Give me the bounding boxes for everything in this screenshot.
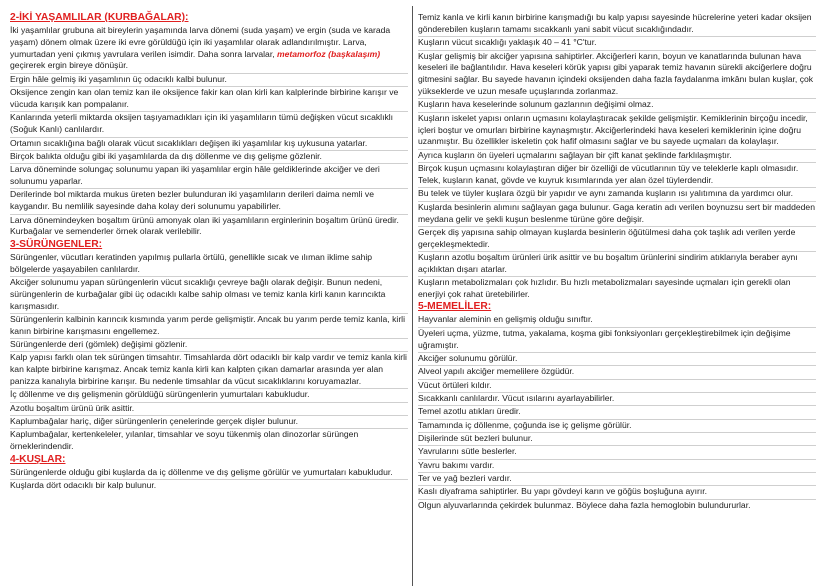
metamorphosis-text-pre: İki yaşamlılar grubuna ait bireylerin yaşamında larva dönemi (suda yaşam) ve ergin (suda ve karada yaşam) dönem olmak üzere iki evre görüldüğü için iki yaşamlılar olarak adlandırılmıştır. Larva, yumurtadan yeni çıkmış yavrulara verilen isimdir. Daha sonra larvalar, xyxy=(10,24,391,59)
paragraph: Kuşların azotlu boşaltım ürünleri ürik asittir ve bu boşaltım ürünlerini sindirim atıklarıyla beraber aynı açıklıktan dışarı atarlar. xyxy=(418,252,816,277)
heading-mammals-text: 5-MEMELİLER: xyxy=(418,301,492,313)
heading-birds-text: 4-KUŞLAR: xyxy=(10,453,66,465)
heading-mammals xyxy=(418,301,816,314)
right-column xyxy=(418,12,816,582)
paragraph: İç döllenme ve dış gelişmenin görüldüğü sürüngenlerin yumurtaları kabukludur. xyxy=(10,389,408,402)
paragraph: Kuşların iskelet yapısı onların uçmasını kolaylaştıracak şekilde gelişmiştir. Kemiklerinin birçoğu incedir, içleri boştur ve omurları birbirine kaynaşmıştır. Akciğerlerindeki hava keseleri kemiklerinin içine doğru uzanmıştır. Bu özellikler iskeletin çok hafif olmasını sağlar ve bu sayede uçmaları da kolaylaşır. xyxy=(418,113,816,150)
paragraph: Yavru bakımı vardır. xyxy=(418,460,816,473)
paragraph: Oksijence zengin kan olan temiz kan ile oksijence fakir kan olan kirli kan kalplerinde birbirine karışır ve vücuda karışık kan pompalanır. xyxy=(10,87,408,112)
paragraph: Sürüngenlerde olduğu gibi kuşlarda da iç döllenme ve dış gelişme görülür ve yumurtaları kabukludur. xyxy=(10,467,408,480)
paragraph: Kuşların vücut sıcaklığı yaklaşık 40 – 41 °C'tur. xyxy=(418,37,816,50)
paragraph: Birçok kuşun uçmasını kolaylaştıran diğer bir özelliği de vücutlarının tüy ve teleklerle kaplı olmasıdır. Telek, kuşların kanat, gövde ve kuyruk kısımlarında yer alan özel tüylerdendir. xyxy=(418,163,816,188)
paragraph: Akciğer solunumu yapan sürüngenlerin vücut sıcaklığı çevreye bağlı olarak değişir. Bunun nedeni, sürüngenlerin de kurbağalar gibi üç odacıklı kalbe sahip olması ve temiz kanla kirli kanın karıncıkta karışmasıdır. xyxy=(10,277,408,314)
left-column xyxy=(10,12,408,582)
paragraph: Bu telek ve tüyler kuşlara özgü bir yapıdır ve aynı zamanda kuşların ısı yalıtımına da yardımcı olur. xyxy=(418,188,816,201)
paragraph: Birçok balıkta olduğu gibi iki yaşamlılarda da dış döllenme ve dış gelişme gözlenir. xyxy=(10,151,408,164)
paragraph: Temel azotlu atıkları üredir. xyxy=(418,406,816,419)
paragraph-metamorphosis xyxy=(10,25,408,74)
paragraph: Kaplumbağalar hariç, diğer sürüngenlerin çenelerinde gerçek dişler bulunur. xyxy=(10,416,408,429)
paragraph: Kaslı diyaframa sahiptirler. Bu yapı gövdeyi karın ve göğüs boşluğuna ayırır. xyxy=(418,486,816,499)
metamorphosis-highlight: metamorfoz (başkalaşım) xyxy=(277,48,381,59)
paragraph: Tamamında iç döllenme, çoğunda ise iç gelişme görülür. xyxy=(418,420,816,433)
paragraph: Yavrularını sütle beslerler. xyxy=(418,446,816,459)
paragraph: Olgun alyuvarlarında çekirdek bulunmaz. Böylece daha fazla hemoglobin bulundururlar. xyxy=(418,499,751,510)
paragraph: Hayvanlar aleminin en gelişmiş olduğu sınıftır. xyxy=(418,314,816,327)
heading-reptiles xyxy=(10,239,408,252)
paragraph: Ayrıca kuşların ön üyeleri uçmalarını sağlayan bir çift kanat şeklinde farklılaşmıştır. xyxy=(418,150,816,163)
paragraph: Vücut örtüleri kıldır. xyxy=(418,380,816,393)
paragraph: Ergin hâle gelmiş iki yaşamlının üç odacıklı kalbi bulunur. xyxy=(10,74,408,87)
heading-amphibians xyxy=(10,12,408,25)
paragraph: Sürüngenler, vücutları keratinden yapılmış pullarla örtülü, genellikle sıcak ve ılıman iklime sahip bölgelerde yaşayabilen canlılardır. xyxy=(10,252,408,277)
paragraph: Kuşlar gelişmiş bir akciğer yapısına sahiptirler. Akciğerleri karın, boyun ve kanatlarında bulunan hava keseleri ile bağlantılıdır. Hava keseleri körük yapısı gibi yaparak temiz havanın sürekli akciğerlere doğru gitmesini sağlar. Bu sayede havanın içindeki oksijenden daha fazla faydalanma imkânı bulan kuşlar, çok yükseklerde ve uzun mesafe uçuşlarında zorlanmaz. xyxy=(418,51,816,100)
metamorphosis-text-post: geçirerek ergin bireye dönüşür. xyxy=(10,60,128,71)
paragraph: Temiz kanla ve kirli kanın birbirine karışmadığı bu kalp yapısı sayesinde hücrelerine yeteri kadar oksijen gönderebilen kuşların tamamı sıcakkanlı yani sabit vücut sıcaklığındadır. xyxy=(418,12,816,37)
paragraph: Kanlarında yeterli miktarda oksijen taşıyamadıkları için iki yaşamlıların tümü değişken vücut sıcaklıklı (Soğuk Kanlı) canlılardır. xyxy=(10,112,408,137)
paragraph: Kuşlarda besinlerin alımını sağlayan gaga bulunur. Gaga keratin adı verilen boynuzsu sert bir maddeden meydana gelir ve şekli kuşun beslenme türüne göre değişir. xyxy=(418,202,816,227)
paragraph: Gerçek diş yapısına sahip olmayan kuşlarda besinlerin öğütülmesi daha çok taşlık adı verilen yerde gerçekleşmektedir. xyxy=(418,227,816,252)
paragraph: Azotlu boşaltım ürünü ürik asittir. xyxy=(10,403,408,416)
paragraph: Akciğer solunumu görülür. xyxy=(418,353,816,366)
paragraph: Alveol yapılı akciğer memelilere özgüdür. xyxy=(418,366,816,379)
paragraph: Sürüngenlerde deri (gömlek) değişimi gözlenir. xyxy=(10,339,408,352)
heading-birds xyxy=(10,454,408,467)
paragraph: Kuşlarda dört odacıklı bir kalp bulunur. xyxy=(10,479,157,490)
paragraph: Ortamın sıcaklığına bağlı olarak vücut sıcaklıkları değişen iki yaşamlılar kış uykusuna yatarlar. xyxy=(10,138,408,151)
heading-reptiles-text: 3-SÜRÜNGENLER: xyxy=(10,238,103,250)
paragraph: Kuşların hava keselerinde solunum gazlarının değişimi olmaz. xyxy=(418,99,816,112)
paragraph: Üyeleri uçma, yüzme, tutma, yakalama, koşma gibi fonksiyonları gerçekleştirebilmek için değişime uğramıştır. xyxy=(418,328,816,353)
paragraph: Larva döneminde solungaç solunumu yapan iki yaşamlılar ergin hâle geldiklerinde akciğer ve deri solunumu yaparlar. xyxy=(10,164,408,189)
paragraph: Sıcakkanlı canlılardır. Vücut ısılarını ayarlayabilirler. xyxy=(418,393,816,406)
column-divider xyxy=(412,6,413,586)
heading-amphibians-text: 2-İKİ YAŞAMLILAR (KURBAĞALAR): xyxy=(10,12,189,23)
paragraph: Ter ve yağ bezleri vardır. xyxy=(418,473,816,486)
paragraph: Derilerinde bol miktarda mukus üreten bezler bulunduran iki yaşamlıların derileri daima nemli ve kaygandır. Bu nemlilik sayesinde daha kolay deri solunumu yapabilirler. xyxy=(10,189,408,214)
paragraph: Sürüngenlerin kalbinin karıncık kısmında yarım perde gelişmiştir. Ancak bu yarım perde temiz kanla, kirli kanın birbirine karışmasını engellemez. xyxy=(10,314,408,339)
paragraph: Dişilerinde süt bezleri bulunur. xyxy=(418,433,816,446)
paragraph: Kaplumbağalar, kertenkeleler, yılanlar, timsahlar ve soyu tükenmiş olan dinozorlar sürüngen örneklerindendir. xyxy=(10,429,359,452)
paragraph: Larva dönemindeyken boşaltım ürünü amonyak olan iki yaşamlıların erginlerinin boşaltım ürünü üredir. Kurbağalar ve semenderler örnek olarak verilebilir. xyxy=(10,214,399,237)
paragraph: Kuşların metabolizmaları çok hızlıdır. Bu hızlı metabolizmaları sayesinde uçmaları için gerekli olan enerjiyi çok rahat üretebilirler. xyxy=(418,277,791,300)
paragraph: Kalp yapısı farklı olan tek sürüngen timsahtır. Timsahlarda dört odacıklı bir kalp vardır ve temiz kanla kirli kan kalpte birbirine karışmaz. Ancak temiz kanla kirli kan kalpten çıkan damarlar arasında yer alan panizza kanalıyla birbirine karışır. Bu nedenle timsahlar da vücut sıcaklıklarını koruyamazlar. xyxy=(10,352,408,389)
